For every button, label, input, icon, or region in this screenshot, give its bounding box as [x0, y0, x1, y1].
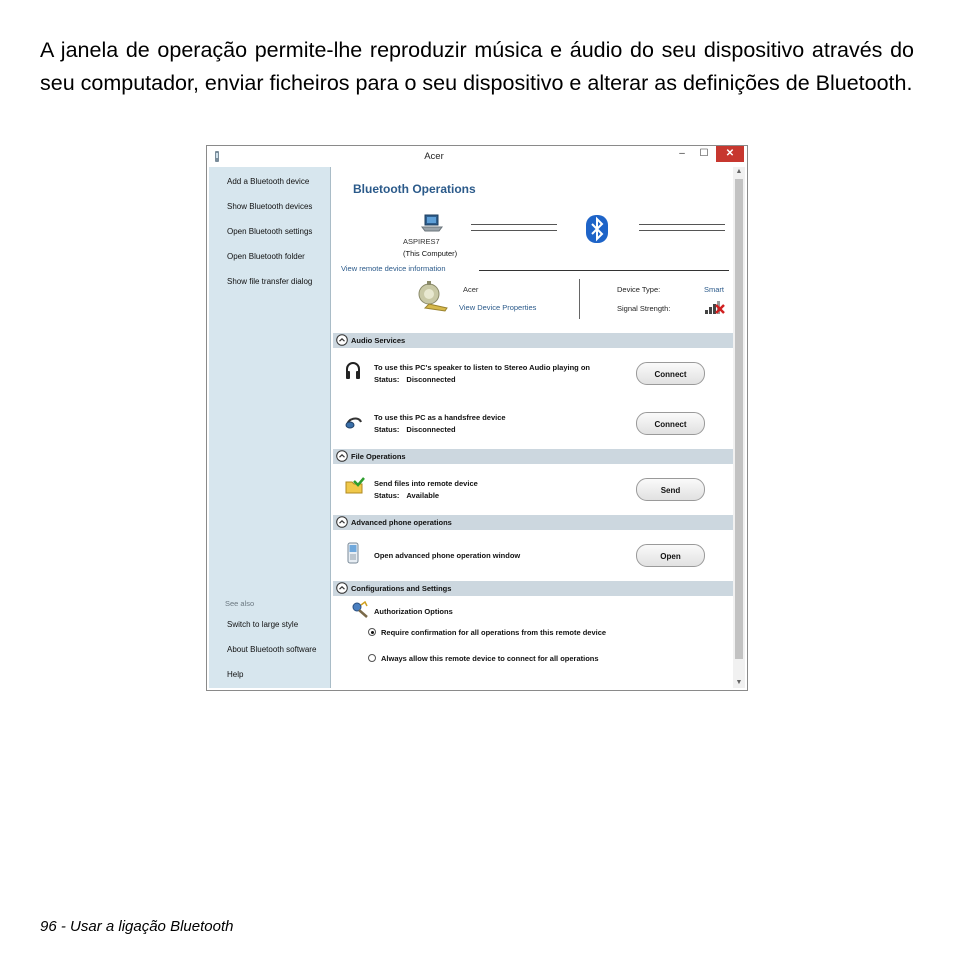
signal-icon [704, 299, 726, 315]
sidebar-item-large-style[interactable]: Switch to large style [227, 620, 299, 629]
open-button[interactable]: Open [636, 544, 705, 567]
section-configurations[interactable] [333, 581, 733, 596]
bluetooth-window [206, 145, 748, 691]
authorization-options-title: Authorization Options [374, 607, 453, 616]
connection-line [639, 230, 725, 231]
audio-service-status: Status: Disconnected [374, 375, 456, 384]
radio-require-confirmation[interactable] [368, 628, 376, 636]
intro-paragraph: A janela de operação permite-lhe reproduzir música e áudio do seu dispositivo através do seu computador, enviar ficheiros para o seu dispositivo e alterar as definições de Bluetooth. [40, 38, 914, 95]
radio-always-allow[interactable] [368, 654, 376, 662]
device-name: Acer [463, 285, 479, 294]
handsfree-service-status: Status: Disconnected [374, 425, 456, 434]
device-type-value: Smart [704, 285, 725, 294]
divider-line [479, 270, 729, 271]
section-file-operations[interactable] [333, 449, 733, 464]
chevron-up-icon[interactable] [336, 334, 348, 346]
section-title: Audio Services [351, 336, 406, 345]
phone-icon [347, 542, 359, 564]
title-bar [207, 146, 747, 167]
sidebar-item-about[interactable]: About Bluetooth software [227, 645, 317, 654]
computer-icon [421, 214, 443, 232]
send-files-status: Status: Available [374, 491, 440, 500]
connect-stereo-button[interactable]: Connect [636, 362, 705, 385]
scroll-up-icon[interactable]: ▲ [735, 168, 743, 175]
section-advanced-phone[interactable] [333, 515, 733, 530]
sidebar-item-open-settings[interactable]: Open Bluetooth settings [227, 227, 313, 236]
sidebar-item-show-devices[interactable]: Show Bluetooth devices [227, 202, 313, 211]
signal-strength-label: Signal Strength: [617, 304, 671, 313]
vertical-divider [579, 279, 580, 319]
main-panel [331, 167, 733, 688]
chevron-up-icon[interactable] [336, 516, 348, 528]
send-files-desc: Send files into remote device [374, 479, 478, 488]
see-also-heading: See also [225, 599, 255, 608]
bluetooth-icon [586, 215, 608, 243]
headset-icon [345, 414, 363, 430]
scroll-thumb[interactable] [735, 179, 743, 659]
connection-line [471, 230, 557, 231]
radio-always-allow-label[interactable]: Always allow this remote device to connect for all operations [381, 654, 599, 663]
section-title: Advanced phone operations [351, 518, 452, 527]
device-icon [415, 280, 449, 312]
radio-require-confirmation-label[interactable]: Require confirmation for all operations from this remote device [381, 628, 607, 637]
close-button[interactable]: ✕ [716, 146, 744, 162]
sidebar-item-add-device[interactable]: Add a Bluetooth device [227, 177, 310, 186]
section-title: Configurations and Settings [351, 584, 452, 593]
phone-operation-desc: Open advanced phone operation window [374, 551, 521, 560]
section-audio-services[interactable] [333, 333, 733, 348]
folder-icon [345, 477, 365, 495]
page-title: Bluetooth Operations [353, 182, 476, 196]
headphones-icon [345, 361, 361, 381]
connection-line [471, 224, 557, 225]
maximize-button[interactable]: ☐ [699, 148, 709, 159]
view-device-properties-link[interactable]: View Device Properties [459, 303, 537, 312]
section-title: File Operations [351, 452, 406, 461]
connection-line [639, 224, 725, 225]
send-button[interactable]: Send [636, 478, 705, 501]
computer-name: ASPIRES7 [403, 237, 440, 246]
vertical-scrollbar[interactable] [733, 167, 745, 688]
window-title: Acer [424, 151, 444, 162]
chevron-up-icon[interactable] [336, 450, 348, 462]
sidebar-item-help[interactable]: Help [227, 670, 244, 679]
page-footer: 96 - Usar a ligação Bluetooth [40, 918, 234, 935]
audio-service-desc: To use this PC's speaker to listen to Stereo Audio playing on [374, 363, 590, 372]
device-type-label: Device Type: [617, 285, 661, 294]
chevron-up-icon[interactable] [336, 582, 348, 594]
sidebar-item-file-transfer[interactable]: Show file transfer dialog [227, 277, 313, 286]
minimize-button[interactable]: – [679, 148, 685, 159]
sidebar [209, 167, 330, 688]
handsfree-service-desc: To use this PC as a handsfree device [374, 413, 506, 422]
connect-handsfree-button[interactable]: Connect [636, 412, 705, 435]
sidebar-item-open-folder[interactable]: Open Bluetooth folder [227, 252, 305, 261]
view-remote-info-link[interactable]: View remote device information [341, 264, 446, 273]
computer-subtitle: (This Computer) [403, 249, 458, 258]
scroll-down-icon[interactable]: ▼ [735, 679, 743, 686]
authorization-icon [351, 601, 369, 619]
